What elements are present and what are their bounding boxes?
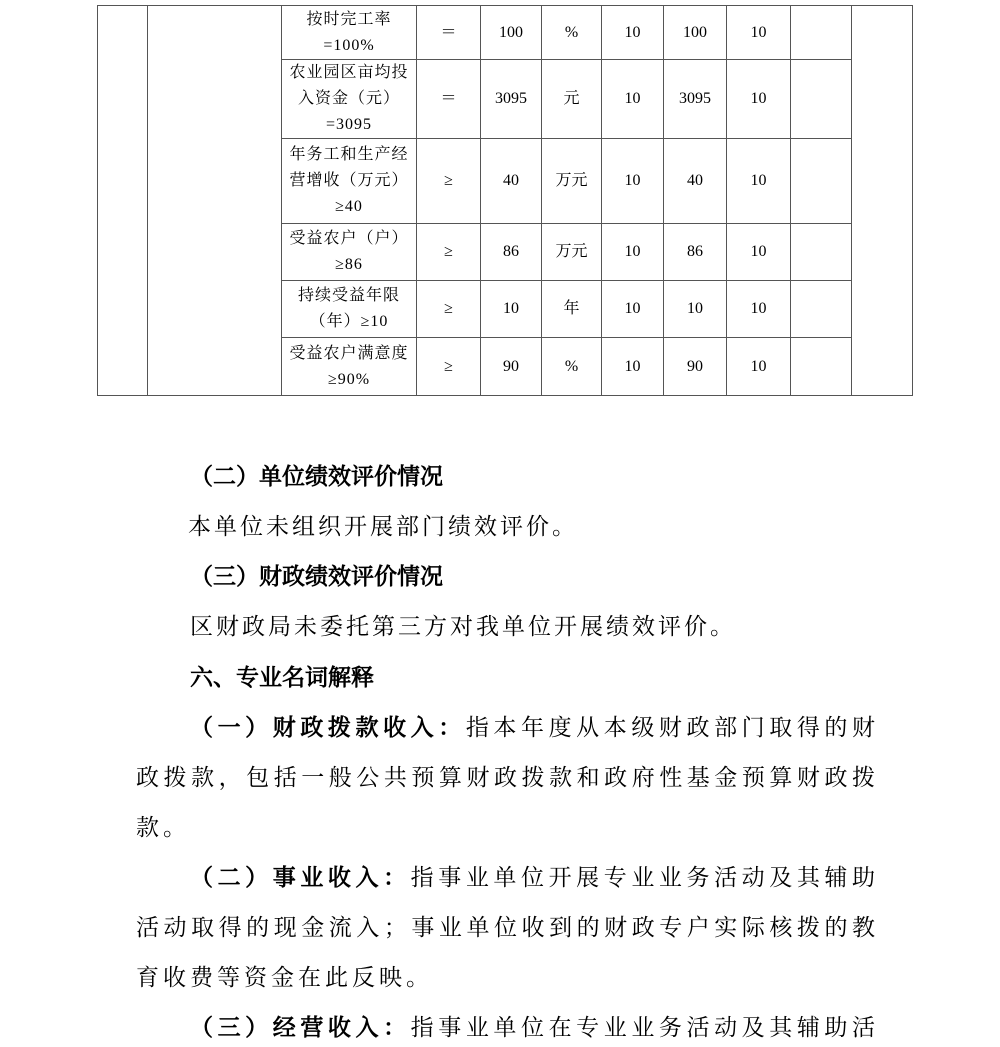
indicator-line: 受益农户满意度	[289, 344, 409, 362]
glossary-term: （三）经营收入：	[190, 1014, 411, 1041]
unit-cell: 年	[542, 281, 602, 338]
weight-cell: 10	[602, 60, 664, 139]
weight-cell: 10	[602, 224, 664, 281]
op-cell: ≥	[417, 281, 481, 338]
indicator-line: ≥90%	[327, 370, 371, 388]
target-cell: 3095	[481, 60, 542, 139]
target-cell: 86	[481, 224, 542, 281]
indicator-line: ≥40	[335, 198, 363, 215]
fiscal-eval-heading: （三）财政绩效评价情况	[190, 563, 443, 590]
indicator-line: 营增收（万元）	[289, 172, 409, 189]
indicator-line: 农业园区亩均投	[289, 64, 409, 81]
unit-eval-heading: （二）单位绩效评价情况	[190, 463, 443, 490]
indicator-line: 按时完工率	[306, 10, 392, 28]
op-cell: ≥	[417, 224, 481, 281]
op-cell: ＝	[417, 6, 481, 60]
glossary-item-line: 活动取得的现金流入；事业单位收到的财政专户实际核拨的教	[136, 915, 875, 941]
score-cell: 10	[727, 281, 791, 338]
weight-cell: 10	[602, 139, 664, 224]
unit-cell: 万元	[542, 139, 602, 224]
glossary-term: （一）财政拨款收入：	[190, 714, 466, 741]
weight-cell: 10	[602, 338, 664, 396]
glossary-item-first-line	[190, 863, 875, 893]
score-cell: 10	[727, 338, 791, 396]
indicator-line: =3095	[325, 116, 373, 133]
indicator-cell	[282, 281, 417, 338]
score-cell: 10	[727, 139, 791, 224]
score-cell: 10	[727, 60, 791, 139]
indicator-line: ≥86	[335, 256, 363, 273]
fiscal-eval-text: 区财政局未委托第三方对我单位开展绩效评价。	[190, 614, 736, 640]
op-cell: ＝	[417, 60, 481, 139]
glossary-item-line: 政拨款，包括一般公共预算财政拨款和政府性基金预算财政拨	[136, 765, 875, 791]
remark-cell	[791, 60, 852, 139]
glossary-item-first-line	[190, 713, 875, 743]
glossary-term: （二）事业收入：	[190, 864, 411, 891]
notes-cell	[852, 6, 913, 396]
indicator-line: 受益农户（户）	[289, 230, 409, 247]
glossary-definition: 指事业单位在专业业务活动及其辅助活	[410, 1015, 876, 1041]
unit-cell: 万元	[542, 224, 602, 281]
indicator-cell	[282, 139, 417, 224]
subcategory-cell	[148, 6, 282, 396]
actual-cell: 90	[664, 338, 727, 396]
indicator-cell	[282, 6, 417, 60]
indicator-line: =100%	[323, 36, 375, 54]
glossary-item-line: 育收费等资金在此反映。	[136, 965, 433, 991]
unit-cell: %	[542, 6, 602, 60]
actual-cell: 10	[664, 281, 727, 338]
actual-cell: 100	[664, 6, 727, 60]
score-cell: 10	[727, 224, 791, 281]
indicator-cell	[282, 224, 417, 281]
performance-indicator-table	[97, 5, 913, 396]
glossary-item-first-line	[190, 1013, 875, 1043]
remark-cell	[791, 224, 852, 281]
indicator-cell	[282, 338, 417, 396]
op-cell: ≥	[417, 338, 481, 396]
indicator-line: （年）≥10	[309, 313, 389, 330]
indicator-cell	[282, 60, 417, 139]
remark-cell	[791, 6, 852, 60]
score-cell: 10	[727, 6, 791, 60]
glossary-definition: 指事业单位开展专业业务活动及其辅助	[410, 865, 876, 891]
op-cell: ≥	[417, 139, 481, 224]
glossary-item-line: 款。	[136, 815, 190, 841]
target-cell: 10	[481, 281, 542, 338]
unit-cell: %	[542, 338, 602, 396]
glossary-heading: 六、专业名词解释	[190, 664, 374, 691]
actual-cell: 86	[664, 224, 727, 281]
remark-cell	[791, 281, 852, 338]
unit-cell: 元	[542, 60, 602, 139]
weight-cell: 10	[602, 281, 664, 338]
actual-cell: 40	[664, 139, 727, 224]
remark-cell	[791, 338, 852, 396]
target-cell: 40	[481, 139, 542, 224]
category-cell	[98, 6, 148, 396]
unit-eval-text: 本单位未组织开展部门绩效评价。	[188, 514, 578, 540]
target-cell: 90	[481, 338, 542, 396]
indicator-line: 持续受益年限	[297, 287, 400, 304]
actual-cell: 3095	[664, 60, 727, 139]
indicator-line: 年务工和生产经	[289, 146, 409, 163]
remark-cell	[791, 139, 852, 224]
weight-cell: 10	[602, 6, 664, 60]
glossary-definition: 指本年度从本级财政部门取得的财	[465, 715, 876, 741]
table-row	[98, 6, 913, 60]
indicator-line: 入资金（元）	[297, 90, 400, 107]
target-cell: 100	[481, 6, 542, 60]
